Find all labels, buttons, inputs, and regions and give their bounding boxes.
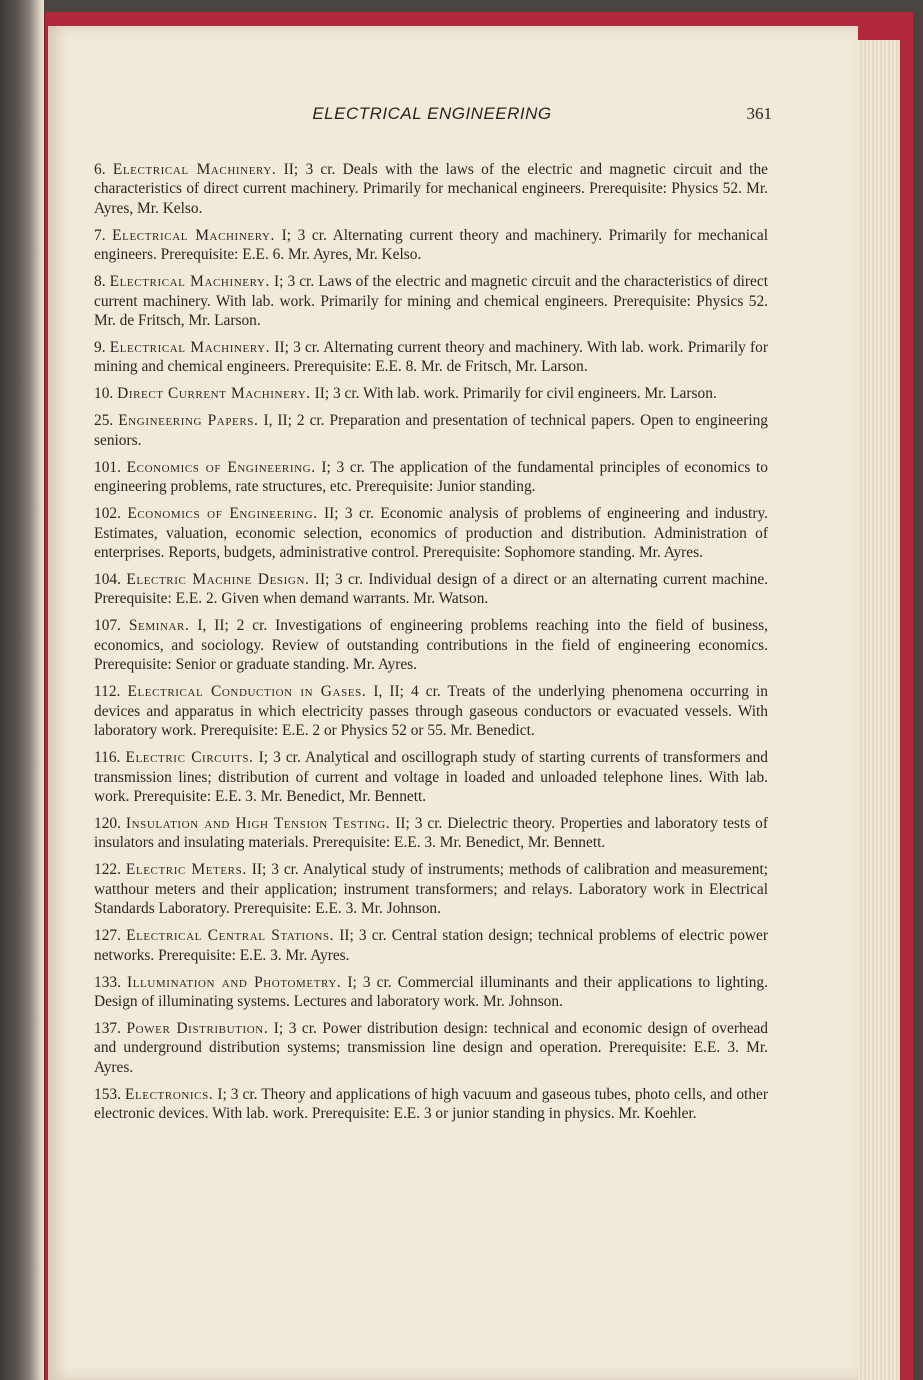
course-entry: [94, 458, 768, 497]
course-title: Electric Machine Design.: [126, 571, 310, 589]
course-number: 25.: [94, 412, 114, 430]
page-number: 361: [746, 104, 772, 123]
course-title: Electric Meters.: [125, 861, 247, 879]
course-entry: [94, 272, 768, 330]
course-number: 10.: [94, 385, 114, 403]
course-description: I; 3 cr. Power distribution design: technical and economic design of overhead and underground distribution systems; transmission line design and operation. Prerequisite: E.E. 3. Mr. Ayres.: [94, 1019, 769, 1076]
course-entry: [94, 682, 768, 740]
course-description: I; 3 cr. Theory and applications of high vacuum and gaseous tubes, photo cells, and other electronic devices. With lab. work. Prerequisite: E.E. 3 or junior standing in physics. Mr. Koehler.: [94, 1085, 768, 1123]
course-title: Electrical Machinery.: [109, 339, 271, 357]
course-description: II; 3 cr. Dielectric theory. Properties and laboratory tests of insulators and insulating materials. Prerequisite: E.E. 3. Mr. Benedict, Mr. Bennett.: [94, 814, 768, 852]
course-title: Electronics.: [124, 1085, 214, 1103]
course-number: 102.: [94, 505, 121, 523]
course-number: 104.: [94, 571, 121, 589]
course-description: II; 3 cr. Individual design of a direct or an alternating current machine. Prerequisite: E.E. 2. Given when demand warrants. Mr. Watson.: [94, 571, 768, 608]
course-description: II; 3 cr. Economic analysis of problems of engineering and industry. Estimates, valuation, economic selection, economics of production and distribution. Administration of enterprises. Reports, budgets, administrative control. Prerequisite: Sophomore standing. Mr. Ayres.: [94, 505, 768, 562]
running-title: ELECTRICAL ENGINEERING: [312, 104, 552, 123]
course-description: II; 3 cr. Alternating current theory and machinery. With lab. work. Primarily for mining and chemical engineers. Prerequisite: E.E. 8. Mr. de Fritsch, Mr. Larson.: [94, 339, 768, 376]
course-number: 112.: [94, 683, 121, 701]
course-title: Economics of Engineering.: [127, 505, 318, 523]
course-title: Power Distribution.: [126, 1019, 269, 1037]
course-description: I, II; 2 cr. Preparation and presentation of technical papers. Open to engineering seniors.: [94, 412, 768, 449]
page-header: [92, 104, 772, 130]
course-entry: [94, 1019, 768, 1077]
course-number: 122.: [94, 861, 121, 879]
course-number: 133.: [94, 973, 121, 991]
course-list: [94, 160, 768, 1131]
course-description: I; 3 cr. Analytical and oscillograph study of starting currents of transformers and transmission lines; distribution of current and voltage in loaded and unloaded telephone lines. With lab. work. Prerequisite: E.E. 3. Mr. Benedict, Mr. Bennett.: [94, 749, 768, 805]
course-title: Electrical Machinery.: [112, 226, 276, 244]
course-title: Illumination and Photometry.: [127, 973, 342, 991]
course-entry: [94, 338, 768, 377]
course-number: 127.: [94, 927, 121, 945]
course-number: 116.: [94, 749, 121, 767]
course-entry: [94, 860, 768, 918]
course-entry: [94, 616, 768, 674]
course-number: 101.: [94, 458, 121, 476]
course-title: Engineering Papers.: [118, 412, 259, 430]
course-number: 137.: [94, 1019, 121, 1037]
course-title: Electrical Machinery.: [112, 161, 277, 178]
course-title: Direct Current Machinery.: [117, 385, 311, 403]
course-description: I; 3 cr. Laws of the electric and magnetic circuit and the characteristics of direct current machinery. With lab. work. Primarily for mining and chemical engineers. Prerequisite: Physics 52. Mr. de Fritsch, Mr. Larson.: [94, 273, 768, 330]
course-description: II; 3 cr. Central station design; technical problems of electric power networks. Prerequisite: E.E. 3. Mr. Ayres.: [94, 927, 768, 964]
course-title: Seminar.: [128, 617, 190, 635]
course-title: Economics of Engineering.: [126, 458, 316, 476]
course-number: 8.: [94, 273, 106, 291]
course-number: 7.: [94, 226, 106, 244]
course-number: 6.: [94, 161, 106, 178]
course-title: Electrical Conduction in Gases.: [127, 683, 367, 701]
course-description: II; 3 cr. With lab. work. Primarily for civil engineers. Mr. Larson.: [314, 385, 717, 403]
course-entry: [94, 814, 768, 853]
course-title: Electric Circuits.: [125, 749, 254, 767]
book-spine-left: [0, 0, 44, 1380]
course-entry: [94, 160, 768, 218]
course-description: I; 3 cr. Alternating current theory and machinery. Primarily for mechanical engineers. Prerequisite: E.E. 6. Mr. Ayres, Mr. Kelso.: [94, 226, 768, 264]
course-title: Insulation and High Tension Testing.: [125, 814, 391, 832]
course-description: I; 3 cr. Commercial illuminants and their applications to lighting. Design of illuminating systems. Lectures and laboratory work. Mr. Johnson.: [94, 973, 768, 1010]
course-entry: [94, 926, 768, 965]
course-entry: [94, 411, 768, 450]
course-number: 107.: [94, 617, 121, 635]
course-number: 120.: [94, 814, 121, 832]
course-entry: [94, 384, 768, 403]
course-description: II; 3 cr. Deals with the laws of the electric and magnetic circuit and the characteristics of direct current machinery. Primarily for mechanical engineers. Prerequisite: Physics 52. Mr. Ayres, Mr. Kelso.: [94, 161, 768, 217]
course-title: Electrical Central Stations.: [126, 927, 335, 945]
course-entry: [94, 504, 768, 562]
course-description: I, II; 4 cr. Treats of the underlying phenomena occurring in devices and apparatus in which electricity passes through gaseous conductors or evacuated vessels. With laboratory work. Prerequisite: E.E. 2 or Physics 52 or 55. Mr. Benedict.: [94, 683, 769, 740]
course-entry: [94, 570, 768, 609]
course-description: I; 3 cr. The application of the fundamental principles of economics to engineering problems, rate structures, etc. Prerequisite: Junior standing.: [94, 458, 768, 496]
course-title: Electrical Machinery.: [109, 273, 270, 291]
course-entry: [94, 748, 768, 806]
course-number: 9.: [94, 339, 106, 357]
course-description: II; 3 cr. Analytical study of instruments; methods of calibration and measurement; watthour meters and their application; instrument transformers; and relays. Laboratory work in Electrical Standards Laboratory. Prerequisite: E.E. 3. Mr. Johnson.: [94, 861, 768, 918]
course-description: I, II; 2 cr. Investigations of engineering problems reaching into the field of business, economics, and sociology. Review of outstanding contributions in the field of engineering economics. Prerequisite: Senior or graduate standing. Mr. Ayres.: [94, 617, 768, 674]
course-entry: [94, 226, 768, 265]
course-entry: [94, 1085, 768, 1124]
course-number: 153.: [94, 1085, 121, 1103]
course-entry: [94, 973, 768, 1012]
